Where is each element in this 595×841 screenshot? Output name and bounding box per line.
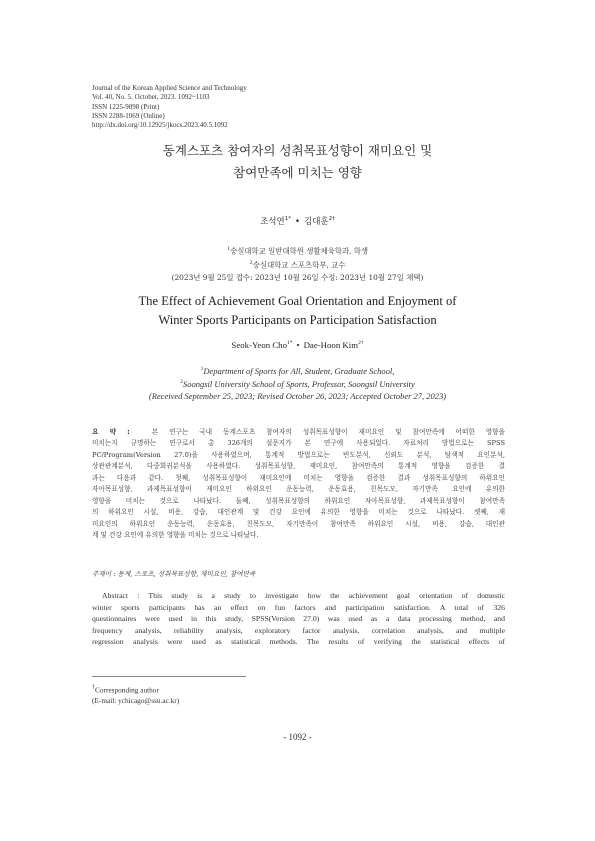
affiliation2-en	[0, 377, 595, 390]
affiliation2-ko-mark: 2	[249, 260, 253, 267]
abstract-en-line: winter sports participants has an effect on fun factors and participation satisfaction. A total of 326	[92, 602, 505, 612]
abstract-ko-line: 상관관계분석, 다중회귀분석을 사용하였다. 성취목표성향, 재미요인, 참여만족의 통계적 영향을 검증한 결	[92, 462, 505, 471]
affiliation2-ko-text: 숭실대학교 스포츠학부, 교수	[252, 260, 346, 270]
author2-name-ko: 김대훈	[304, 217, 329, 227]
abstract-ko-line-text: 본 연구는 국내 동계스포츠 참여자의 성취목표성향이 재미요인 및 참여만족에 어떠한 영향을	[151, 428, 505, 436]
affiliation1-ko	[0, 243, 595, 257]
journal-issn-print: ISSN 1225-9098 (Print)	[92, 102, 160, 111]
author2-name-en: Dae-Hoon Kim	[303, 340, 359, 350]
author1-mark-ko: 1*	[284, 216, 291, 223]
affiliation2-en-text: Soongsil University School of Sports, Professor, Soongsil University	[182, 379, 415, 390]
title-english-line2: Winter Sports Participants on Participation Satisfaction	[158, 313, 437, 327]
abstract-ko-line: 의 하위요인 시설, 비용, 강습, 대인관계 및 건강 요인에 유의한 영향을 미치는 것으로 나타났다. 셋째, 재	[92, 508, 505, 517]
affiliation2-en-mark: 2	[180, 379, 183, 386]
affiliations-korean	[0, 243, 595, 284]
affiliation1-ko-mark: 1	[226, 246, 231, 252]
footnote-divider	[92, 676, 246, 677]
footnote-dagger: †	[92, 685, 96, 691]
abstract-ko-line: 영향을 미치는 것으로 나타났다. 둘째, 성취목표성향의 하위요인 자아목표성향, 과제목표성향이 참여만족	[92, 496, 505, 505]
journal-volume: Vol. 40, No. 5. October, 2023. 1092~1103	[92, 93, 210, 102]
abstract-ko-line: PC/Program(Version 27.0)을 사용하였으며, 통계적 방법으로는 빈도분석, 신뢰도 분석, 탐색적 요인분석,	[92, 450, 505, 459]
author1-mark-en: 1*	[286, 340, 293, 347]
abstract-en-line: frequency analysis, reliability analysis, exploratory factor analysis, correlation analysis, and multiple	[92, 625, 505, 635]
abstract-en-line: regression analysis were used as statistical methods. The results of verifying the statistical effects of	[92, 637, 505, 647]
authors-english	[0, 340, 595, 350]
keywords-korean: 주제어 : 동계, 스포츠, 성취목표성향, 재미요인, 참여만족	[92, 570, 256, 578]
author-separator-en: •	[296, 340, 300, 350]
journal-doi-link[interactable]: http://dx.doi.org/10.12925/jkocs.2023.40.5.1092	[92, 121, 228, 130]
footnote-line1	[92, 683, 179, 695]
page-number: - 1092 -	[283, 732, 312, 742]
affiliations-english	[0, 364, 595, 402]
title-korean	[60, 140, 535, 184]
author1-name-en: Seok-Yeon Cho	[231, 340, 287, 350]
journal-header	[92, 84, 412, 130]
footnote	[92, 683, 179, 706]
author-separator-ko: •	[294, 217, 300, 227]
abstract-korean	[92, 427, 505, 542]
journal-name: Journal of the Korean Applied Science and Technology	[92, 84, 247, 92]
footnote-label: Corresponding author	[95, 685, 159, 695]
abstract-en-line: Abstract : This study is a study to investigate how the achievement goal orientation of domestic	[102, 591, 505, 600]
affiliation1-en-text: Department of Sports for All, Student, Graduate School,	[203, 365, 395, 376]
dates-en: (Received September 25, 2023; Revised October 26, 2023; Accepted October 27, 2023)	[148, 390, 447, 401]
affiliation1-ko-text: 숭실대학교 일반대학원 생활체육학과, 학생	[230, 246, 369, 256]
abstract-ko-line	[92, 427, 505, 438]
title-korean-line1: 동계스포츠 참여자의 성취목표성향이 재미요인 및	[162, 143, 433, 158]
title-korean-line2: 참여만족에 미치는 영향	[233, 165, 362, 180]
author1-name-ko: 조석연	[260, 217, 285, 227]
abstract-ko-line: 자아목표성향, 과제목표성향이 재미요인 하위요인 운동능력, 운동효용, 친목도모, 자기만족 요인에 유의한	[92, 485, 505, 494]
title-english	[60, 292, 535, 330]
abstract-ko-label: 요 약 :	[92, 428, 130, 436]
title-english-line1: The Effect of Achievement Goal Orientation and Enjoyment of	[138, 294, 457, 308]
abstract-en-line: questionnaires were used in this study, SPSS(Version 27.0) was used as a data processing method, and	[92, 614, 505, 624]
dates-ko: (2023년 9월 25일 접수: 2023년 10월 26일 수정: 2023년 10월 27일 채택)	[171, 272, 424, 282]
abstract-ko-line: 계 및 건강 요인에 유의한 영향을 미치는 것으로 나타났다.	[92, 531, 259, 540]
journal-issn-online: ISSN 2288-1069 (Online)	[92, 111, 165, 120]
footnote-email[interactable]: (E-mail: ychicago@ssu.ac.kr)	[92, 696, 180, 706]
authors-korean	[0, 215, 595, 227]
abstract-ko-line: 미요인의 하위요인 운동능력, 운동효용, 친목도모, 자기만족이 참여만족 하위요인 시설, 비용, 강습, 대인관	[92, 519, 505, 528]
affiliation1-en	[0, 364, 595, 377]
author2-mark-en: 2†	[358, 340, 364, 347]
abstract-ko-line: 미치는지 규명하는 연구로서 총 326개의 설문지가 본 연구에 사용되었다. 자료처리 방법으로는 SPSS	[92, 439, 505, 448]
abstract-english	[92, 590, 505, 648]
abstract-ko-line: 과는 다음과 같다. 첫째, 성취목표성향이 재미요인에 미치는 영향을 검증한 결과 성취목표성향의 하위요인	[92, 473, 505, 482]
author2-mark-ko: 2†	[328, 216, 335, 223]
affiliation1-en-mark: 1	[200, 366, 204, 372]
affiliation2-ko	[0, 257, 595, 271]
